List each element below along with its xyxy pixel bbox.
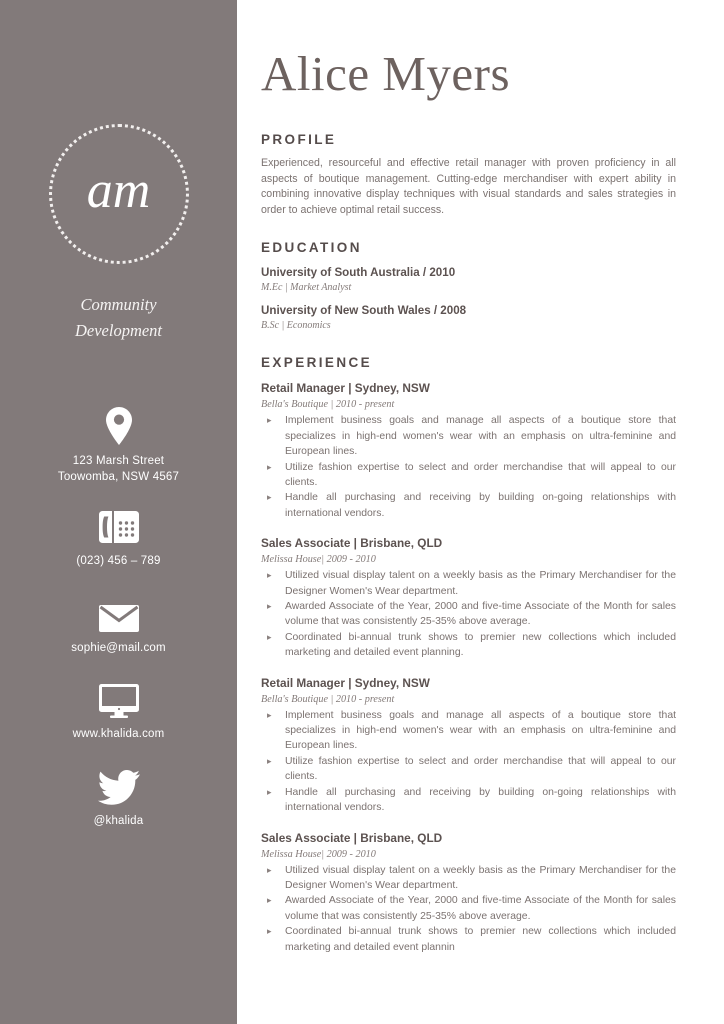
experience-bullet [261, 893, 676, 924]
website-url: www.khalida.com [72, 728, 165, 740]
bullet-triangle-icon: ▸ [267, 570, 272, 581]
section-education [261, 240, 676, 333]
experience-entry [261, 379, 676, 521]
experience-bullet [261, 630, 676, 661]
address-line-2: Toowomba, NSW 4567 [57, 470, 180, 483]
section-profile [261, 132, 676, 218]
bullet-triangle-icon: ▸ [267, 601, 272, 612]
twitter-bird-icon [0, 765, 237, 805]
main-content [237, 0, 724, 1024]
envelope-icon [0, 592, 237, 632]
experience-bullet-list [261, 568, 676, 660]
tagline-line-1: Community [80, 295, 157, 314]
experience-role: Sales Associate | Brisbane, QLD [261, 830, 443, 845]
contact-item-twitter [0, 765, 237, 830]
experience-meta: Bella's Boutique | 2010 - present [261, 399, 395, 411]
experience-role: Sales Associate | Brisbane, QLD [261, 536, 443, 551]
bullet-triangle-icon: ▸ [267, 895, 272, 906]
experience-meta: Melissa House| 2009 - 2010 [261, 848, 376, 860]
bullet-triangle-icon: ▸ [267, 864, 272, 875]
experience-bullet-text: Handle all purchasing and receiving by building on-going relationships with international vendors. [285, 492, 676, 519]
experience-bullet-text: Utilize fashion expertise to select and order merchandise that will appeal to our clients. [285, 461, 676, 488]
contact-item-website [0, 678, 237, 743]
experience-bullet-text: Coordinated bi-annual trunk shows to premier new collections which included marketing and detailed event plannin [285, 926, 676, 953]
section-title-experience: EXPERIENCE [261, 355, 373, 371]
bullet-triangle-icon: ▸ [267, 786, 272, 797]
tagline [0, 292, 237, 344]
bullet-triangle-icon: ▸ [267, 461, 272, 472]
experience-bullet-text: Awarded Associate of the Year, 2000 and five-time Associate of the Month for sales volume that was consistently 25-35% above average. [285, 601, 676, 628]
experience-bullet-text: Utilized visual display talent on a weekly basis as the Primary Merchandiser for the Designer Women's Wear department. [285, 864, 676, 891]
section-title-education: EDUCATION [261, 240, 362, 256]
experience-bullet [261, 754, 676, 785]
contact-item-email [0, 592, 237, 657]
experience-meta: Melissa House| 2009 - 2010 [261, 554, 376, 566]
contact-list [0, 405, 237, 848]
experience-bullet-list [261, 708, 676, 816]
experience-bullet-text: Utilize fashion expertise to select and order merchandise that will appeal to our clients. [285, 755, 676, 783]
experience-list [261, 379, 676, 955]
bullet-triangle-icon: ▸ [267, 926, 272, 937]
education-school: University of South Australia / 2010 [261, 266, 456, 280]
desktop-monitor-icon [0, 678, 237, 718]
contact-item-phone [0, 505, 237, 570]
twitter-handle: @khalida [93, 814, 144, 827]
experience-bullet-list [261, 413, 676, 521]
experience-bullet [261, 599, 676, 630]
monogram-initials: am [86, 162, 151, 219]
email-address: sophie@mail.com [71, 641, 166, 654]
experience-bullet-text: Implement business goals and manage all aspects of a boutique store that specializes in high-end women's wear with an emphasis on ultra-feminine and European lines. [285, 709, 676, 752]
education-detail: B.Sc | Economics [261, 320, 331, 332]
experience-role: Retail Manager | Sydney, NSW [261, 381, 430, 396]
monogram [0, 124, 237, 264]
phone-number: (023) 456 – 789 [76, 555, 161, 567]
experience-bullet [261, 924, 676, 955]
sidebar [0, 0, 237, 1024]
bullet-triangle-icon: ▸ [267, 709, 272, 720]
education-list [261, 264, 676, 333]
contact-item-address [0, 405, 237, 485]
experience-bullet [261, 413, 676, 459]
experience-bullet [261, 708, 676, 754]
bullet-triangle-icon: ▸ [267, 631, 272, 642]
experience-meta: Bella's Boutique | 2010 - present [261, 693, 395, 705]
experience-entry [261, 829, 676, 955]
experience-entry [261, 534, 676, 660]
experience-bullet [261, 785, 676, 816]
experience-entry [261, 674, 676, 816]
experience-role: Retail Manager | Sydney, NSW [261, 675, 430, 690]
location-pin-icon [0, 405, 237, 445]
bullet-triangle-icon: ▸ [267, 415, 272, 426]
experience-bullet [261, 460, 676, 491]
experience-bullet [261, 568, 676, 599]
experience-bullet-text: Handle all purchasing and receiving by building on-going relationships with international vendors. [285, 786, 676, 814]
section-experience [261, 355, 676, 955]
monogram-circle [49, 124, 189, 264]
profile-summary-text: Experienced, resourceful and effective retail manager with proven proficiency in all aspects of boutique management. Cutting-edge merchandiser with expert ability in combining innovative display techniques with visual standards and sales strategies in order to achieve optimal retail success. [261, 157, 676, 216]
experience-bullet-text: Utilized visual display talent on a weekly basis as the Primary Merchandiser for the Designer Women's Wear department. [285, 570, 676, 597]
bullet-triangle-icon: ▸ [267, 755, 272, 766]
bullet-triangle-icon: ▸ [267, 492, 272, 503]
experience-bullet-list [261, 863, 676, 955]
page-title: Alice Myers [261, 46, 511, 101]
address-line-1: 123 Marsh Street [72, 455, 165, 467]
tagline-line-2: Development [74, 321, 163, 340]
experience-bullet-text: Implement business goals and manage all aspects of a boutique store that specializes in high-end women's wear with an emphasis on ultra-feminine and European lines. [285, 415, 676, 458]
experience-bullet-text: Awarded Associate of the Year, 2000 and five-time Associate of the Month for sales volume that was consistently 25-35% above average. [285, 895, 676, 922]
education-detail: M.Ec | Market Analyst [261, 282, 352, 294]
experience-bullet [261, 863, 676, 894]
experience-bullet [261, 490, 676, 521]
experience-bullet-text: Coordinated bi-annual trunk shows to premier new collections which included marketing and detailed event planning. [285, 631, 676, 659]
section-title-profile: PROFILE [261, 132, 337, 147]
telephone-icon [0, 505, 237, 545]
education-entry [261, 264, 676, 295]
education-entry [261, 302, 676, 333]
education-school: University of New South Wales / 2008 [261, 304, 467, 318]
